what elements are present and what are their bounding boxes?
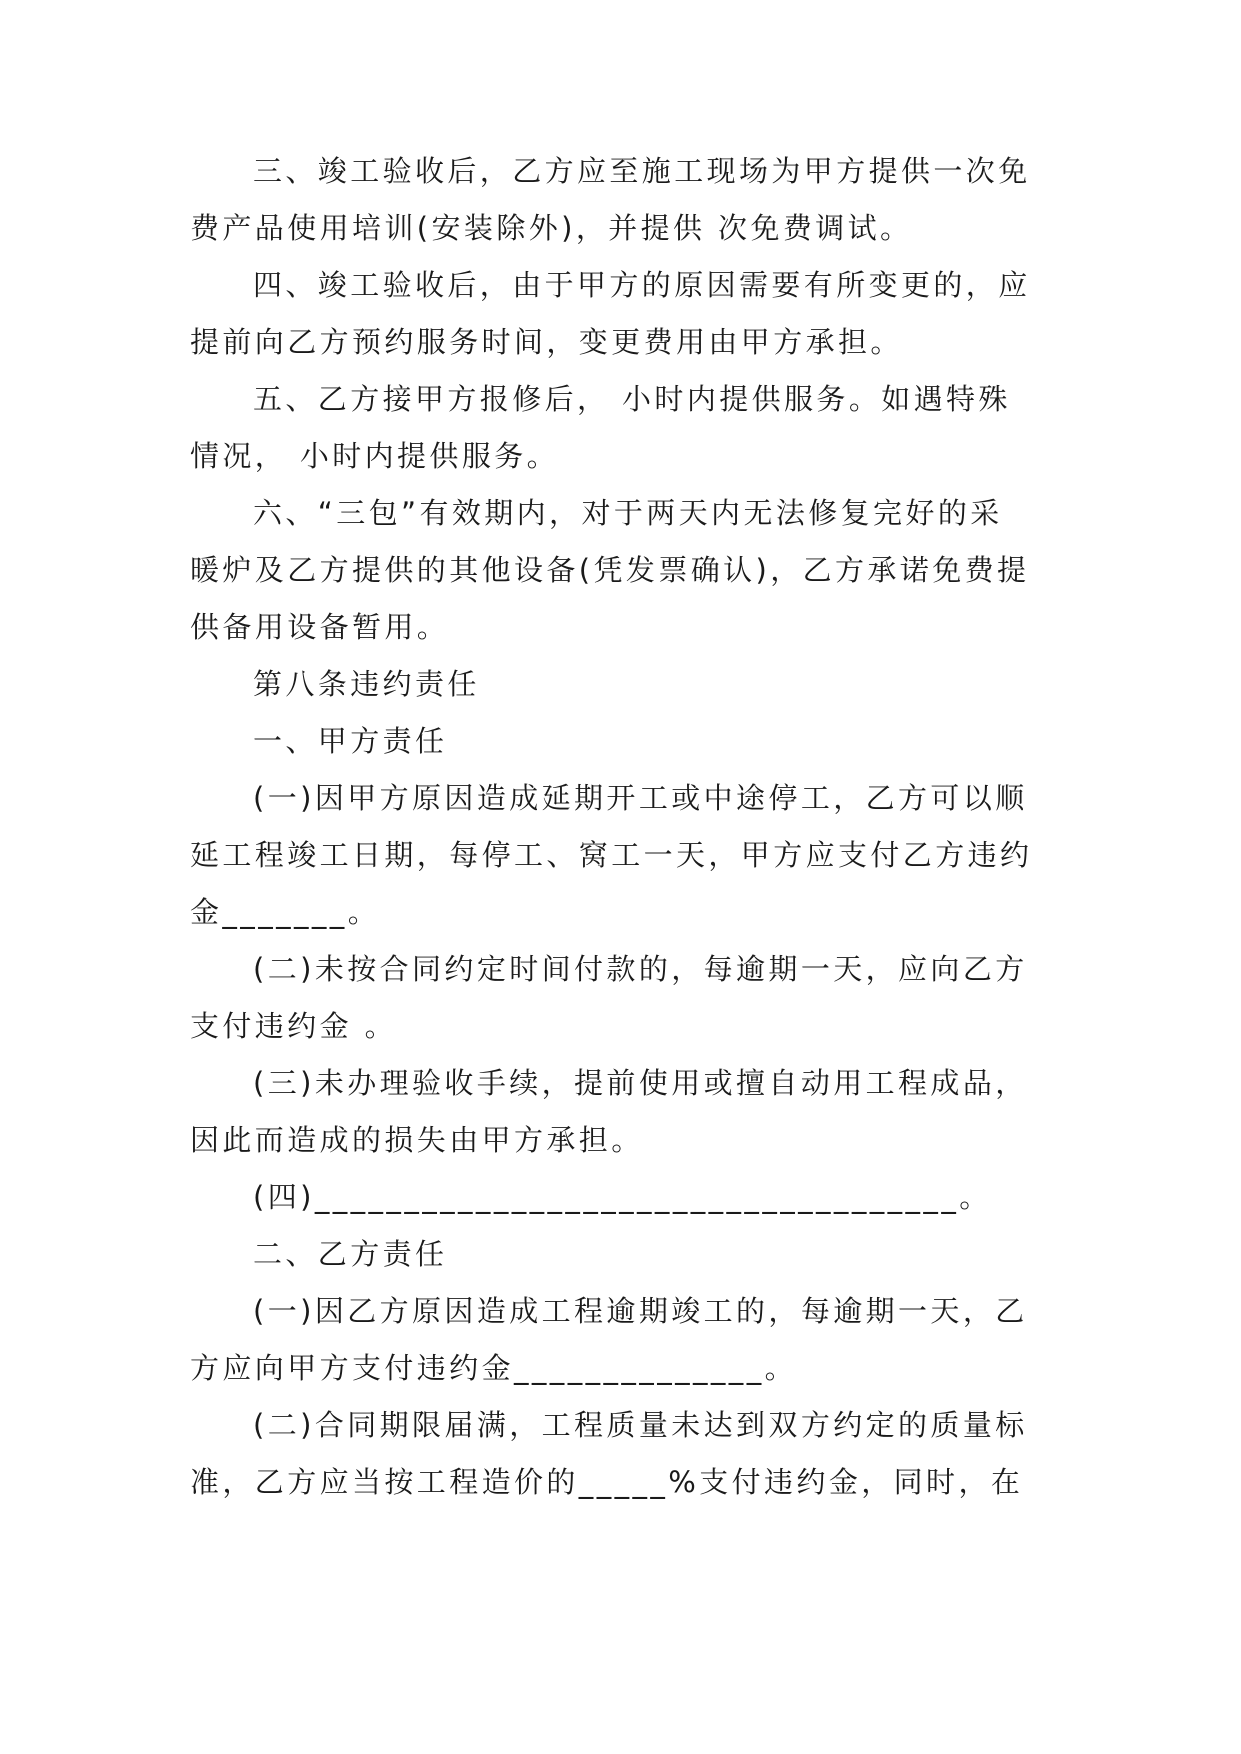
clause-6-line-1: 六、“三包”有效期内，对于两天内无法修复完好的采	[253, 496, 1003, 530]
party-a-item-2-line-1: (二)未按合同约定时间付款的，每逾期一天，应向乙方	[253, 952, 1028, 986]
clause-3-line-1: 三、竣工验收后，乙方应至施工现场为甲方提供一次免	[253, 154, 1031, 188]
party-b-item-1-line-2: 方应向甲方支付违约金______________。	[190, 1351, 798, 1385]
party-a-item-3-line-2: 因此而造成的损失由甲方承担。	[190, 1123, 644, 1157]
party-a-item-1-line-2: 延工程竣工日期，每停工、窝工一天，甲方应支付乙方违约	[190, 838, 1033, 872]
clause-5-line-1: 五、乙方接甲方报修后， 小时内提供服务。如遇特殊	[253, 382, 1011, 416]
article-8-heading: 第八条违约责任	[253, 667, 480, 701]
party-a-item-1-line-3: 金_______。	[190, 895, 381, 929]
party-a-item-3-line-1: (三)未办理验收手续，提前使用或擅自动用工程成品，	[253, 1066, 1028, 1100]
party-a-item-1-line-1: (一)因甲方原因造成延期开工或中途停工，乙方可以顺	[253, 781, 1028, 815]
party-a-item-2-line-2: 支付违约金 。	[190, 1009, 398, 1043]
party-b-item-2-line-1: (二)合同期限届满，工程质量未达到双方约定的质量标	[253, 1408, 1028, 1442]
party-b-item-2-line-2: 准，乙方应当按工程造价的_____%支付违约金，同时，在	[190, 1465, 1024, 1499]
party-b-heading: 二、乙方责任	[253, 1237, 448, 1271]
clause-6-line-2: 暖炉及乙方提供的其他设备(凭发票确认)，乙方承诺免费提	[190, 553, 1030, 587]
clause-6-line-3: 供备用设备暂用。	[190, 610, 450, 644]
party-a-heading: 一、甲方责任	[253, 724, 448, 758]
party-b-item-1-line-1: (一)因乙方原因造成工程逾期竣工的，每逾期一天，乙	[253, 1294, 1028, 1328]
clause-5-line-2: 情况， 小时内提供服务。	[190, 439, 560, 473]
clause-3-line-2: 费产品使用培训(安装除外)，并提供 次免费调试。	[190, 211, 913, 245]
party-a-item-4: (四)____________________________________。	[253, 1180, 992, 1214]
clause-4-line-1: 四、竣工验收后，由于甲方的原因需要有所变更的，应	[253, 268, 1031, 302]
clause-4-line-2: 提前向乙方预约服务时间，变更费用由甲方承担。	[190, 325, 903, 359]
